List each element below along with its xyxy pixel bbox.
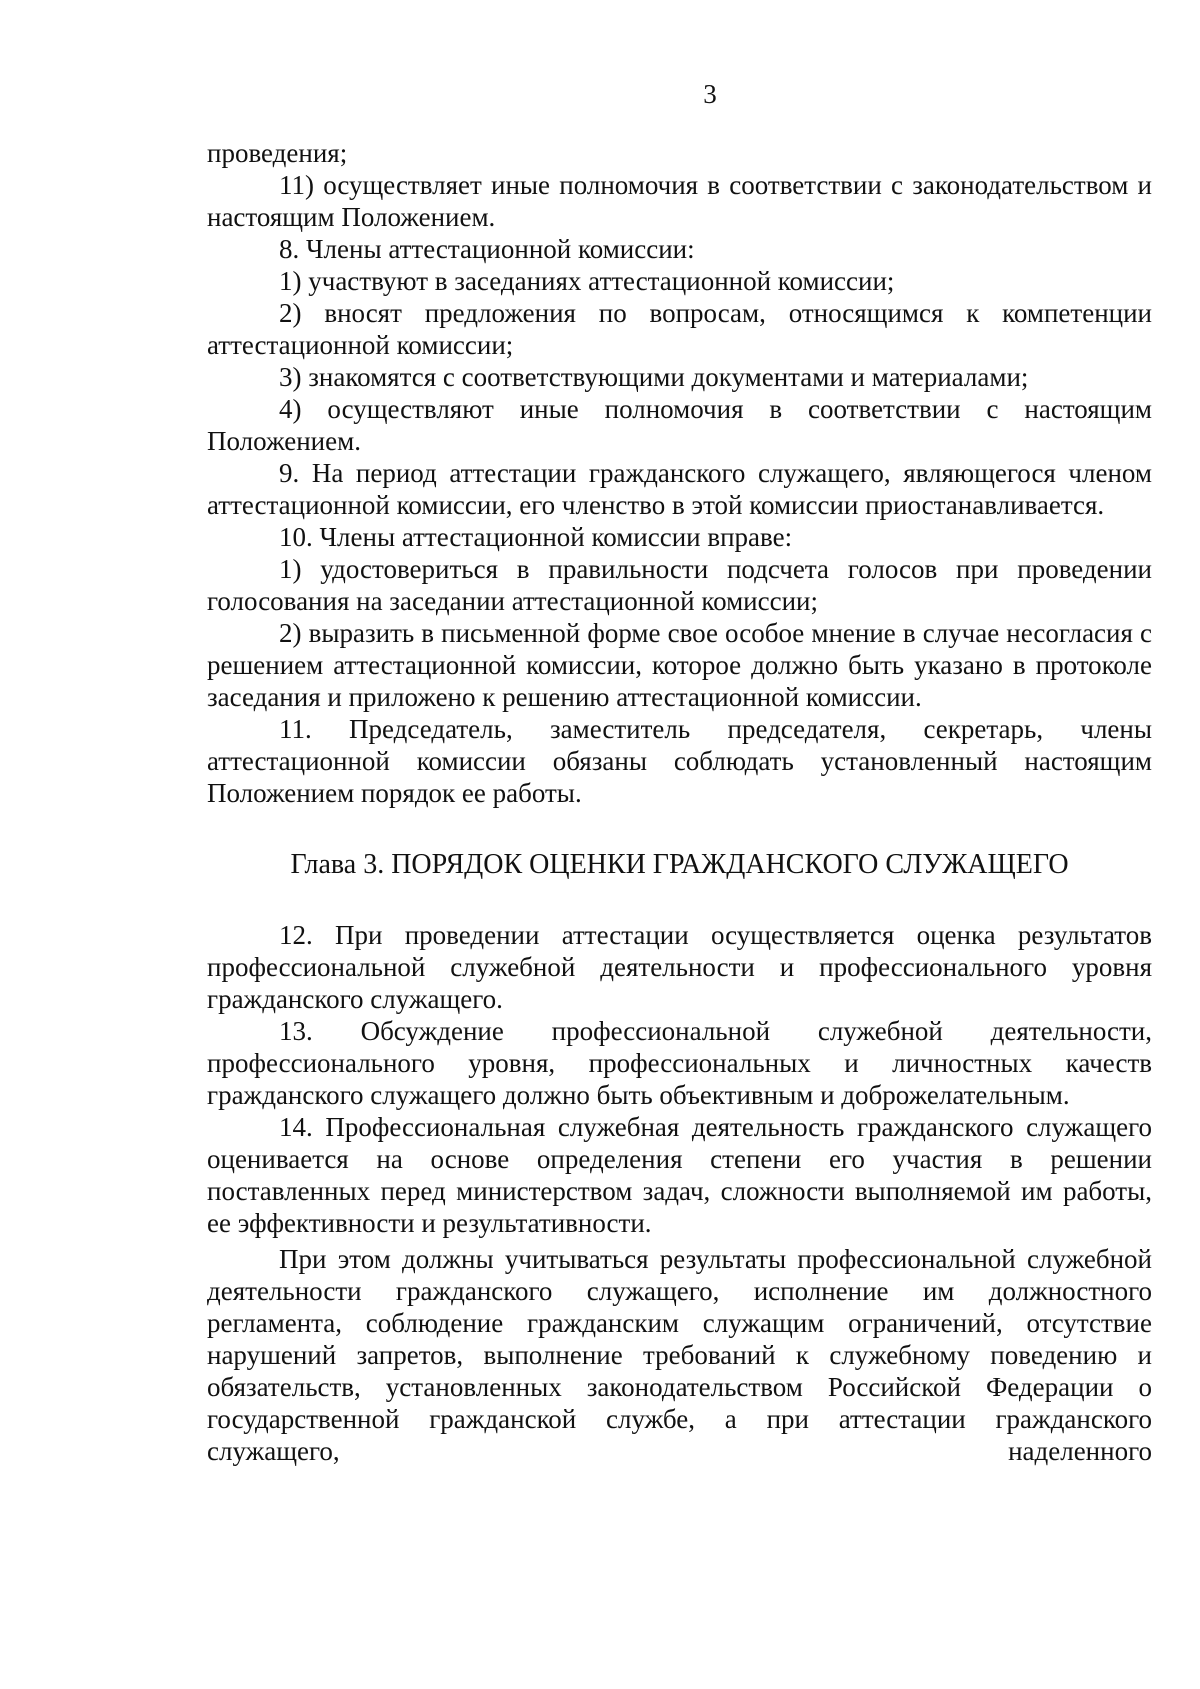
chapter-heading: Глава 3. ПОРЯДОК ОЦЕНКИ ГРАЖДАНСКОГО СЛУЖАЩЕГО — [290, 849, 1069, 880]
paragraph-continuation: проведения; — [207, 138, 348, 168]
paragraph-item-1-rights: 1) удостовериться в правильности подсчета голосов при проведении голосования на заседании аттестационной комиссии; — [207, 554, 1152, 616]
paragraph-item-1: 1) участвуют в заседаниях аттестационной комиссии; — [279, 266, 895, 296]
paragraph-item-4: 4) осуществляют иные полномочия в соответствии с настоящим Положением. — [207, 394, 1152, 456]
paragraph-section-13: 13. Обсуждение профессиональной служебной деятельности, профессионального уровня, профессиональных и личностных качеств гражданского служащего должно быть объективным и доброжелательным. — [207, 1016, 1152, 1110]
paragraph-item-2-rights: 2) выразить в письменной форме свое особое мнение в случае несогласия с решением аттестационной комиссии, которое должно быть указано в протоколе заседания и приложено к решению аттестационной комиссии. — [207, 618, 1152, 712]
paragraph-section-8: 8. Члены аттестационной комиссии: — [279, 234, 695, 264]
page-number: 3 — [703, 79, 717, 109]
paragraph-item-11: 11) осуществляет иные полномочия в соответствии с законодательством и настоящим Положением. — [207, 170, 1152, 232]
paragraph-section-10: 10. Члены аттестационной комиссии вправе: — [279, 522, 793, 552]
paragraph-item-3: 3) знакомятся с соответствующими документами и материалами; — [279, 362, 1029, 392]
paragraph-section-11: 11. Председатель, заместитель председателя, секретарь, члены аттестационной комиссии обязаны соблюдать установленный настоящим Положением порядок ее работы. — [207, 714, 1152, 808]
paragraph-section-9: 9. На период аттестации гражданского служащего, являющегося членом аттестационной комиссии, его членство в этой комиссии приостанавливается. — [207, 458, 1152, 520]
document-body — [207, 137, 1152, 1467]
paragraph-evaluation-criteria: При этом должны учитываться результаты профессиональной служебной деятельности гражданского служащего, исполнение им должностного регламента, соблюдение гражданским служащим ограничений, отсутствие нарушений запретов, выполнение требований к служебному поведению и обязательств, установленных законодательством Российской Федерации о государственной гражданской службе, а при аттестации гражданского служащего, наделенного — [207, 1244, 1152, 1466]
paragraph-section-14: 14. Профессиональная служебная деятельность гражданского служащего оценивается на основе определения степени его участия в решении поставленных перед министерством задач, сложности выполняемой им работы, ее эффективности и результативности. — [207, 1112, 1152, 1238]
paragraph-section-12: 12. При проведении аттестации осуществляется оценка результатов профессиональной служебной деятельности и профессионального уровня гражданского служащего. — [207, 920, 1152, 1014]
paragraph-item-2: 2) вносят предложения по вопросам, относящимся к компетенции аттестационной комиссии; — [207, 298, 1152, 360]
